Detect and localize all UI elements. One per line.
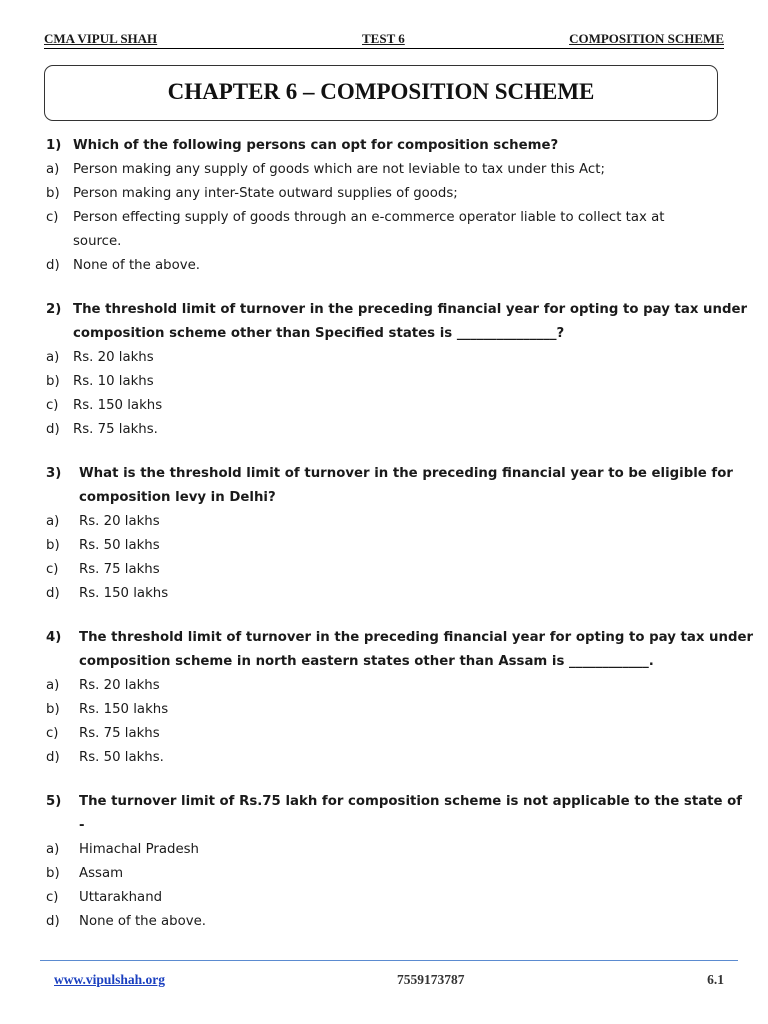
option-line bbox=[46, 158, 726, 182]
option-label: b) bbox=[46, 866, 60, 881]
option-line bbox=[46, 370, 726, 394]
option-text: Person effecting supply of goods through an e-commerce operator liable to collect tax at bbox=[73, 210, 665, 225]
option-text: Uttarakhand bbox=[79, 890, 163, 905]
question-text: composition scheme in north eastern states other than Assam is ____________. bbox=[79, 654, 654, 669]
option-line bbox=[46, 746, 726, 770]
option-text: source. bbox=[73, 234, 122, 249]
option-line bbox=[46, 534, 726, 558]
option-line bbox=[46, 722, 726, 746]
option-label: b) bbox=[46, 186, 60, 201]
header-topic: COMPOSITION SCHEME bbox=[569, 31, 724, 46]
question-text: The turnover limit of Rs.75 lakh for composition scheme is not applicable to the state of bbox=[79, 794, 743, 809]
question-line bbox=[46, 650, 726, 674]
option-line bbox=[46, 230, 726, 254]
chapter-title-box bbox=[44, 65, 718, 121]
page-footer bbox=[54, 972, 724, 990]
header-test: TEST 6 bbox=[362, 31, 405, 46]
option-label: d) bbox=[46, 258, 60, 273]
option-text: Assam bbox=[79, 866, 124, 881]
phone-number: 7559173787 bbox=[397, 972, 465, 987]
option-line bbox=[46, 862, 726, 886]
question-text: composition levy in Delhi? bbox=[79, 490, 276, 505]
option-label: c) bbox=[46, 398, 59, 413]
question-number: 1) bbox=[46, 138, 62, 153]
option-text: Rs. 50 lakhs bbox=[79, 538, 160, 553]
option-line bbox=[46, 510, 726, 534]
option-line bbox=[46, 698, 726, 722]
option-line bbox=[46, 558, 726, 582]
question-line bbox=[46, 134, 726, 158]
question-line bbox=[46, 790, 743, 814]
question-line bbox=[46, 486, 726, 510]
question-block bbox=[46, 462, 733, 606]
header-author: CMA VIPUL SHAH bbox=[44, 31, 158, 46]
option-line bbox=[46, 838, 726, 862]
option-label: d) bbox=[46, 914, 60, 929]
option-text: None of the above. bbox=[79, 914, 207, 929]
question-line bbox=[46, 814, 726, 838]
footer-divider bbox=[40, 960, 738, 961]
option-label: b) bbox=[46, 702, 60, 717]
option-line bbox=[46, 206, 726, 230]
question-text: composition scheme other than Specified states is _______________? bbox=[73, 326, 565, 341]
option-label: c) bbox=[46, 562, 59, 577]
question-text: - bbox=[79, 818, 85, 833]
question-block bbox=[46, 626, 754, 770]
option-text: Rs. 20 lakhs bbox=[73, 350, 154, 365]
question-number: 3) bbox=[46, 466, 62, 481]
option-label: d) bbox=[46, 586, 60, 601]
question-text: The threshold limit of turnover in the preceding financial year for opting to pay tax under bbox=[73, 302, 748, 317]
option-line bbox=[46, 886, 726, 910]
question-text: Which of the following persons can opt for composition scheme? bbox=[73, 138, 559, 153]
page-header bbox=[44, 30, 724, 49]
chapter-title: CHAPTER 6 – COMPOSITION SCHEME bbox=[167, 79, 595, 104]
option-label: a) bbox=[46, 678, 60, 693]
option-line bbox=[46, 254, 726, 278]
option-line bbox=[46, 582, 726, 606]
question-line bbox=[46, 626, 754, 650]
option-label: b) bbox=[46, 374, 60, 389]
option-line bbox=[46, 674, 726, 698]
option-text: Himachal Pradesh bbox=[79, 842, 199, 857]
question-line bbox=[46, 462, 733, 486]
option-line bbox=[46, 418, 726, 442]
question-line bbox=[46, 298, 748, 322]
option-text: Rs. 150 lakhs bbox=[79, 586, 169, 601]
option-text: Rs. 150 lakhs bbox=[73, 398, 163, 413]
question-number: 4) bbox=[46, 630, 62, 645]
option-label: b) bbox=[46, 538, 60, 553]
question-block bbox=[46, 134, 726, 278]
option-label: c) bbox=[46, 890, 59, 905]
option-line bbox=[46, 394, 726, 418]
website-link[interactable]: www.vipulshah.org bbox=[54, 972, 166, 987]
question-number: 2) bbox=[46, 302, 62, 317]
option-text: Rs. 20 lakhs bbox=[79, 678, 160, 693]
option-label: a) bbox=[46, 842, 60, 857]
option-text: Rs. 75 lakhs bbox=[79, 726, 160, 741]
question-block bbox=[46, 298, 748, 442]
option-text: Rs. 75 lakhs bbox=[79, 562, 160, 577]
question-text: The threshold limit of turnover in the preceding financial year for opting to pay tax under bbox=[79, 630, 754, 645]
option-line bbox=[46, 182, 726, 206]
option-label: a) bbox=[46, 350, 60, 365]
option-text: Rs. 20 lakhs bbox=[79, 514, 160, 529]
option-label: d) bbox=[46, 422, 60, 437]
option-text: Rs. 10 lakhs bbox=[73, 374, 154, 389]
option-text: Rs. 50 lakhs. bbox=[79, 750, 164, 765]
option-label: c) bbox=[46, 210, 59, 225]
option-label: c) bbox=[46, 726, 59, 741]
option-line bbox=[46, 910, 726, 934]
option-text: Rs. 75 lakhs. bbox=[73, 422, 158, 437]
option-text: Person making any inter-State outward supplies of goods; bbox=[73, 186, 458, 201]
option-text: Person making any supply of goods which are not leviable to tax under this Act; bbox=[73, 162, 605, 177]
option-label: d) bbox=[46, 750, 60, 765]
question-text: What is the threshold limit of turnover in the preceding financial year to be eligible for bbox=[79, 466, 733, 481]
option-line bbox=[46, 346, 726, 370]
page-number: 6.1 bbox=[707, 972, 724, 987]
option-label: a) bbox=[46, 162, 60, 177]
option-text: None of the above. bbox=[73, 258, 201, 273]
question-number: 5) bbox=[46, 794, 62, 809]
option-label: a) bbox=[46, 514, 60, 529]
question-block bbox=[46, 790, 743, 934]
option-text: Rs. 150 lakhs bbox=[79, 702, 169, 717]
question-line bbox=[46, 322, 726, 346]
